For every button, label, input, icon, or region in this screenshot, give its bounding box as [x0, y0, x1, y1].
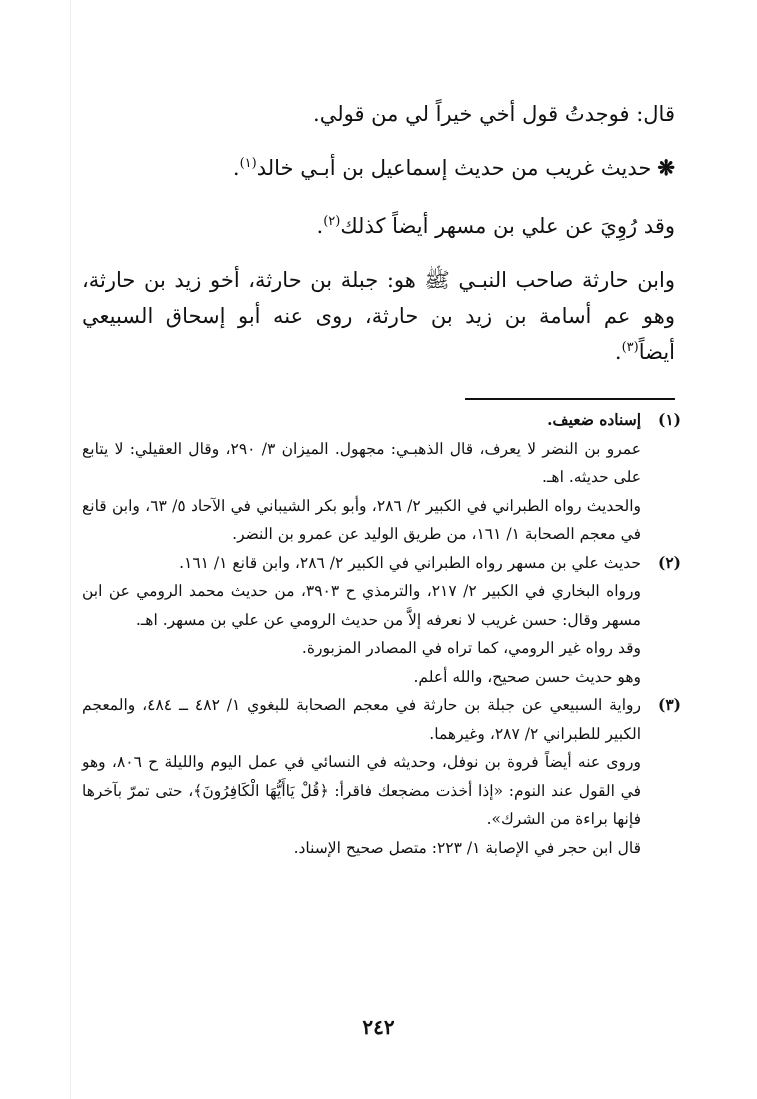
paragraph-3-tail: . — [316, 214, 324, 238]
footnotes — [82, 406, 681, 862]
paragraph-3 — [82, 208, 675, 244]
paragraph-1 — [82, 96, 675, 132]
footnote-ref-3[interactable]: (٣) — [621, 340, 639, 355]
footnote-line: رواية السبيعي عن جبلة بن حارثة في معجم الصحابة للبغوي ١/ ٤٨٢ ــ ٤٨٤، والمعجم الكبير للطبراني ٢/ ٢٨٧، وغيرهما. — [82, 696, 642, 743]
paragraph-4-text: وابن حارثة صاحب النبـي ﷺ هو: جبلة بن حارثة، أخو زيد بن حارثة، وهو عم أسامة بن زيد بن حارثة، روى عنه أبو إسحاق السبيعي أيضاً — [82, 268, 675, 364]
footnote-ref-1[interactable]: (١) — [239, 156, 257, 171]
footnote-line: عمرو بن النضر لا يعرف، قال الذهبـي: مجهول. الميزان ٣/ ٢٩٠، وقال العقيلي: لا يتابع على حديثه. اهـ. — [82, 439, 641, 486]
page-number: ٢٤٢ — [362, 1015, 395, 1039]
paragraph-3-text: وقد رُوِيَ عن علي بن مسهر أيضاً كذلك — [340, 214, 675, 238]
paragraph-4 — [82, 262, 675, 370]
footnote-number: (١) — [657, 410, 681, 429]
footnote-line: حديث علي بن مسهر رواه الطبراني في الكبير ٢/ ٢٨٦، وابن قانع ١/ ١٦١. — [179, 553, 641, 572]
scan-edge-line — [70, 0, 71, 1099]
footnote-number: (٢) — [657, 552, 681, 572]
footnote-line: وروى عنه أيضاً فروة بن نوفل، وحديثه في النسائي في عمل اليوم والليلة ح ٨٠٦، وهو في القول عند النوم: «إذا أخذت مضجعك فاقرأ: ﴿قُلْ يَاأَيُّهَا الْكَافِرُونَ﴾، حتى تمرّ بآخرها فإنها براءة من الشرك». — [82, 753, 641, 828]
star-marker-icon: ❋ — [657, 155, 675, 180]
main-text — [82, 96, 675, 388]
footnote-line: ورواه البخاري في الكبير ٢/ ٢١٧، والترمذي ح ٣٩٠٣، من حديث محمد الرومي عن ابن مسهر وقال: حسن غريب لا نعرفه إلاَّ من حديث الرومي عن علي بن مسهر. اهـ. — [82, 582, 641, 629]
footnote-ref-2[interactable]: (٢) — [323, 214, 341, 229]
footnote-3 — [82, 691, 681, 862]
footnote-1 — [82, 406, 681, 549]
footnote-line: قال ابن حجر في الإصابة ١/ ٢٢٣: متصل صحيح الإسناد. — [293, 838, 641, 857]
paragraph-2-text: حديث غريب من حديث إسماعيل بن أبـي خالد — [256, 156, 652, 180]
footnote-line: والحديث رواه الطبراني في الكبير ٢/ ٢٨٦، وأبو بكر الشيباني في الآحاد ٥/ ٦٣، وابن قانع في معجم الصحابة ١/ ١٦١، من طريق الوليد عن عمرو بن النضر. — [82, 496, 642, 543]
footnote-line: وقد رواه غير الرومي، كما تراه في المصادر المزبورة. — [301, 639, 641, 657]
paragraph-2 — [82, 150, 675, 186]
footnote-2 — [82, 549, 681, 692]
paragraph-4-tail: . — [614, 340, 622, 364]
footnote-separator — [465, 398, 675, 400]
footnote-line: وهو حديث حسن صحيح، والله أعلم. — [413, 667, 641, 686]
footnote-number: (٣) — [657, 695, 681, 714]
paragraph-1-text: قال: فوجدتُ قول أخي خيراً لي من قولي. — [313, 102, 675, 126]
paragraph-2-tail: . — [232, 156, 240, 180]
footnote-line: إسناده ضعيف. — [547, 410, 641, 429]
